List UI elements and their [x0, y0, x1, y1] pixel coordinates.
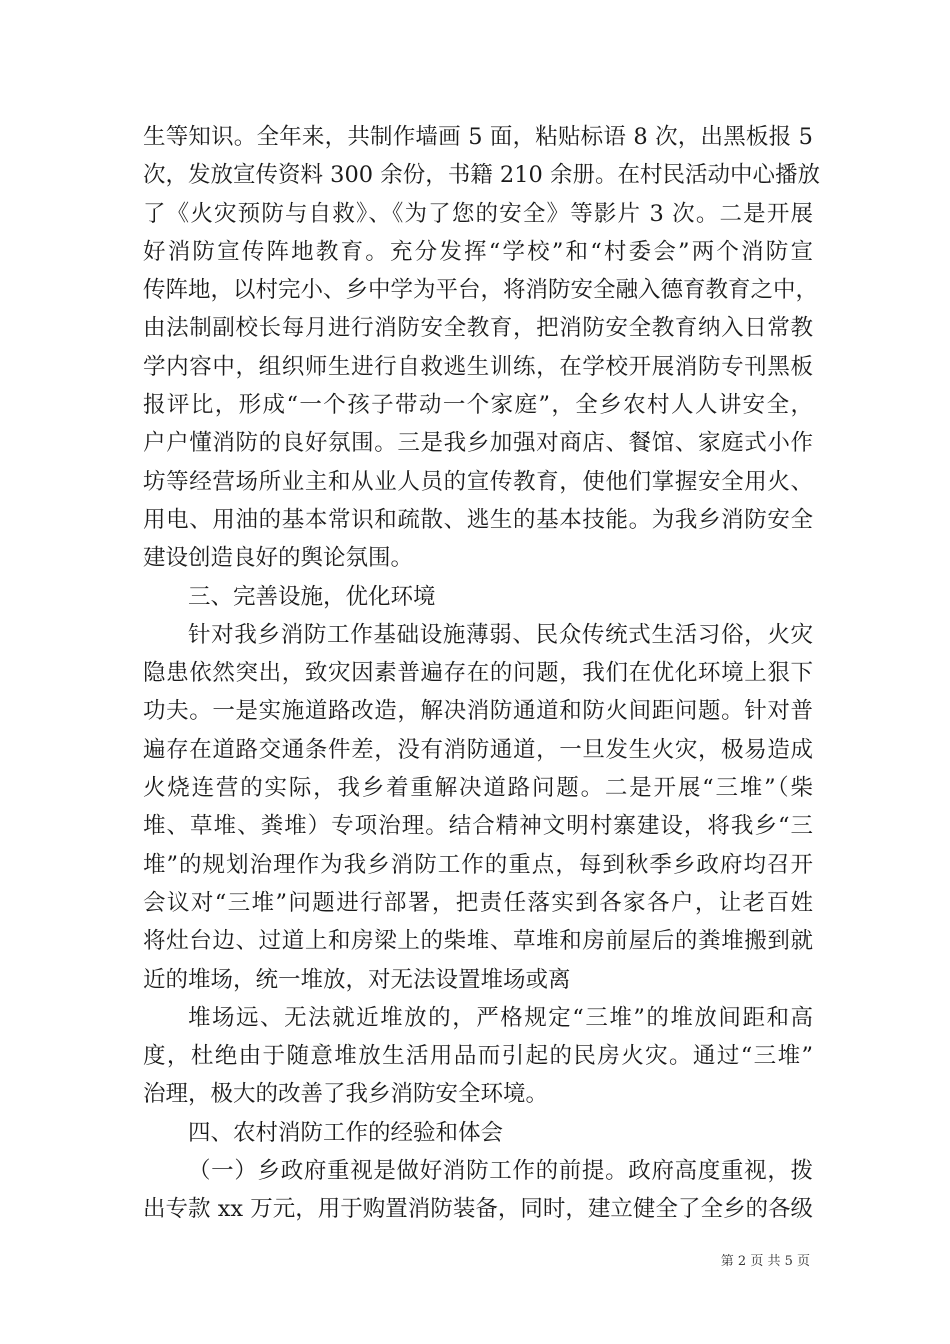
text-line: 次，发放宣传资料 300 余份，书籍 210 余册。在村民活动中心播放: [143, 162, 821, 189]
text-line: 用电、用油的基本常识和疏散、逃生的基本技能。为我乡消防安全: [143, 506, 813, 533]
text-line: 隐患依然突出，致灾因素普遍存在的问题，我们在优化环境上狠下: [143, 660, 813, 687]
text-line: 治理，极大的改善了我乡消防安全环境。: [143, 1081, 549, 1108]
section-heading: 四、农村消防工作的经验和体会: [188, 1119, 504, 1146]
text-line: 会议对“三堆”问题进行部署，把责任落实到各家各户，让老百姓: [143, 889, 813, 916]
body-text: [143, 118, 821, 1229]
text-line: 建设创造良好的舆论氛围。: [143, 545, 414, 572]
text-line: 由法制副校长每月进行消防安全教育，把消防安全教育纳入日常教: [143, 315, 813, 342]
text-line: 学内容中，组织师生进行自救逃生训练，在学校开展消防专刊黑板: [143, 353, 813, 380]
text-line: 功夫。一是实施道路改造，解决消防通道和防火间距问题。针对普: [143, 698, 813, 725]
text-line: 针对我乡消防工作基础设施薄弱、民众传统式生活习俗，火灾: [188, 621, 813, 648]
text-line: 好消防宣传阵地教育。充分发挥“学校”和“村委会”两个消防宣: [143, 238, 813, 265]
text-line: 堆”的规划治理作为我乡消防工作的重点，每到秋季乡政府均召开: [143, 851, 813, 878]
text-line: 遍存在道路交通条件差，没有消防通道，一旦发生火灾，极易造成: [143, 736, 813, 763]
text-line: （一）乡政府重视是做好消防工作的前提。政府高度重视，拨: [188, 1158, 813, 1185]
text-line: 出专款 xx 万元，用于购置消防装备，同时，建立健全了全乡的各级: [143, 1196, 813, 1223]
text-line: 报评比，形成“一个孩子带动一个家庭”，全乡农村人人讲安全，: [143, 392, 813, 419]
text-line: 户户懂消防的良好氛围。三是我乡加强对商店、餐馆、家庭式小作: [143, 430, 813, 457]
text-line: 生等知识。全年来，共制作墙画 5 面，粘贴标语 8 次，出黑板报 5: [143, 124, 813, 150]
section-heading: 三、完善设施，优化环境: [188, 583, 436, 610]
text-line: 传阵地，以村完小、乡中学为平台，将消防安全融入德育教育之中，: [143, 277, 819, 304]
text-line: 了《火灾预防与自救》、《为了您的安全》等影片 3 次。二是开展: [143, 200, 813, 227]
page-number: 第 2 页 共 5 页: [720, 1254, 810, 1269]
text-line: 度，杜绝由于随意堆放生活用品而引起的民房火灾。通过“三堆”: [143, 1043, 813, 1070]
text-line: 坊等经营场所业主和从业人员的宣传教育，使他们掌握安全用火、: [143, 468, 813, 495]
text-line: 近的堆场，统一堆放，对无法设置堆场或离: [143, 966, 571, 993]
text-line: 堆场远、无法就近堆放的，严格规定“三堆”的堆放间距和高: [188, 1004, 813, 1031]
text-line: 堆、草堆、粪堆）专项治理。结合精神文明村寨建设，将我乡“三: [143, 813, 813, 840]
text-line: 将灶台边、过道上和房梁上的柴堆、草堆和房前屋后的粪堆搬到就: [143, 928, 813, 955]
text-line: 火烧连营的实际，我乡着重解决道路问题。二是开展“三堆”（柴: [143, 775, 813, 802]
